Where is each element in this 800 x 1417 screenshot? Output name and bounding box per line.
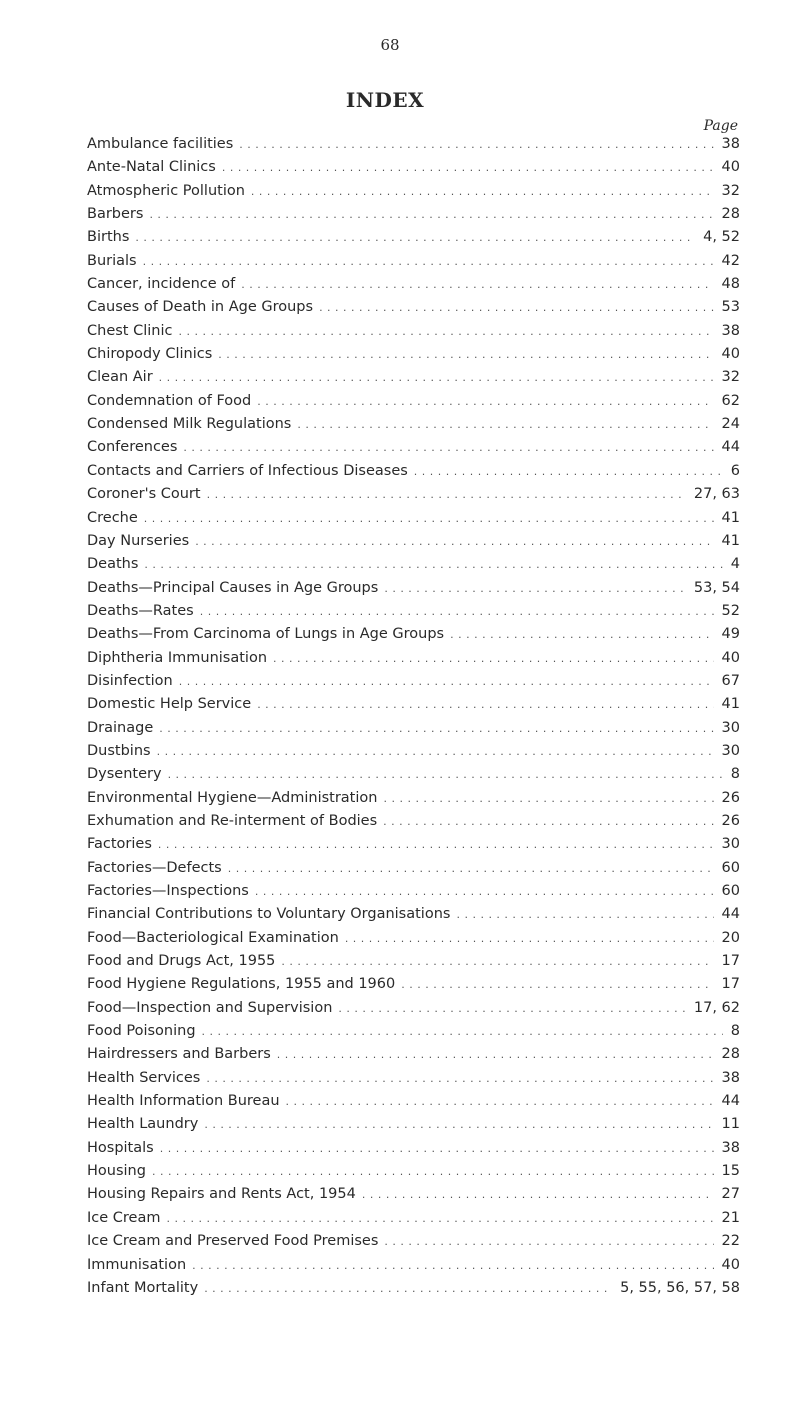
dot-leader (297, 418, 713, 431)
index-entry-pages: 24 (721, 416, 740, 433)
index-entry (87, 276, 740, 299)
index-entry-pages: 41 (721, 532, 740, 549)
index-entry (87, 346, 740, 369)
index-entry (87, 1000, 740, 1023)
index-entry (87, 766, 740, 789)
index-entry-pages: 28 (721, 1046, 740, 1063)
index-entry-pages: 27, 63 (693, 486, 740, 503)
index-entry-pages: 49 (721, 626, 740, 643)
index-entry (87, 883, 740, 906)
dot-leader (204, 1282, 612, 1295)
index-entry-pages: 41 (721, 696, 740, 713)
dot-leader (204, 1118, 713, 1131)
dot-leader (200, 605, 714, 618)
index-entry-pages: 17 (721, 976, 740, 993)
dot-leader (345, 932, 714, 945)
index-entry (87, 510, 740, 533)
dot-leader (241, 278, 713, 291)
index-entry (87, 836, 740, 859)
index-entry-topic: Day Nurseries (87, 532, 190, 549)
index-entry-pages: 8 (730, 1023, 740, 1040)
index-entry-topic: Infant Mortality (87, 1279, 199, 1296)
index-entry (87, 1093, 740, 1116)
index-entry-pages: 62 (721, 392, 740, 409)
index-entry (87, 696, 740, 719)
dot-leader (178, 325, 713, 338)
index-entry-topic: Condensed Milk Regulations (87, 416, 292, 433)
index-entry-pages: 20 (721, 929, 740, 946)
dot-leader (456, 908, 713, 921)
dot-leader (362, 1188, 714, 1201)
index-entry-topic: Barbers (87, 206, 144, 223)
index-entry-pages: 8 (730, 766, 740, 783)
index-entry (87, 650, 740, 673)
index-entry (87, 930, 740, 953)
index-entry-topic: Hairdressers and Barbers (87, 1046, 271, 1063)
index-entry-pages: 44 (721, 906, 740, 923)
index-entry-topic: Coroner's Court (87, 486, 201, 503)
index-entry (87, 1280, 740, 1303)
dot-leader (168, 768, 723, 781)
index-entry (87, 533, 740, 556)
index-entry (87, 183, 740, 206)
index-entry-topic: Condemnation of Food (87, 392, 252, 409)
dot-leader (255, 885, 714, 898)
index-entry-topic: Chest Clinic (87, 322, 173, 339)
index-entry (87, 369, 740, 392)
index-entry-pages: 53, 54 (693, 579, 740, 596)
index-entry-topic: Contacts and Carriers of Infectious Diseases (87, 462, 408, 479)
index-entry-pages: 38 (721, 322, 740, 339)
dot-leader (338, 1002, 685, 1015)
index-entry-topic: Ice Cream (87, 1209, 161, 1226)
index-entry (87, 229, 740, 252)
dot-leader (159, 371, 714, 384)
index-entry-pages: 30 (721, 742, 740, 759)
index-entry-topic: Factories—Defects (87, 859, 222, 876)
index-entry-pages: 38 (721, 136, 740, 152)
index-entry-topic: Creche (87, 509, 138, 526)
dot-leader (228, 862, 714, 875)
index-entry (87, 299, 740, 322)
index-entry-topic: Health Information Bureau (87, 1093, 280, 1110)
page-title: INDEX (345, 88, 425, 112)
index-entry-pages: 40 (721, 1256, 740, 1273)
index-list (87, 136, 740, 1303)
index-entry-pages: 48 (721, 276, 740, 293)
dot-leader (207, 488, 686, 501)
index-entry-pages: 26 (721, 812, 740, 829)
dot-leader (157, 745, 714, 758)
index-entry (87, 743, 740, 766)
index-entry-pages: 17 (721, 953, 740, 970)
dot-leader (149, 208, 713, 221)
dot-leader (159, 722, 713, 735)
index-entry-pages: 28 (721, 206, 740, 223)
index-entry-topic: Immunisation (87, 1256, 187, 1273)
index-entry (87, 393, 740, 416)
index-entry-pages: 67 (721, 672, 740, 689)
index-entry-pages: 32 (721, 369, 740, 386)
index-entry-topic: Domestic Help Service (87, 696, 252, 713)
dot-leader (143, 255, 714, 268)
index-entry-pages: 30 (721, 836, 740, 853)
index-entry (87, 976, 740, 999)
dot-leader (183, 441, 713, 454)
dot-leader (195, 535, 713, 548)
index-entry-topic: Environmental Hygiene—Administration (87, 789, 378, 806)
index-entry-pages: 4, 52 (703, 229, 740, 246)
index-entry-pages: 44 (721, 1093, 740, 1110)
dot-leader (414, 465, 723, 478)
index-entry (87, 626, 740, 649)
index-entry-topic: Housing (87, 1163, 146, 1180)
index-entry-pages: 21 (721, 1209, 740, 1226)
page-number: 68 (380, 36, 400, 54)
index-entry-topic: Deaths (87, 556, 139, 573)
dot-leader (383, 792, 713, 805)
index-entry (87, 416, 740, 439)
dot-leader (192, 1259, 713, 1272)
index-entry (87, 1116, 740, 1139)
index-entry-topic: Financial Contributions to Voluntary Organisations (87, 906, 451, 923)
index-entry (87, 253, 740, 276)
index-entry-pages: 27 (721, 1186, 740, 1203)
dot-leader (273, 652, 714, 665)
dot-leader (158, 838, 714, 851)
dot-leader (144, 512, 714, 525)
index-entry-pages: 22 (721, 1233, 740, 1250)
index-entry-topic: Dysentery (87, 766, 162, 783)
index-entry-pages: 5, 55, 56, 57, 58 (620, 1279, 740, 1296)
dot-leader (286, 1095, 714, 1108)
index-entry-pages: 17, 62 (693, 999, 740, 1016)
index-entry-topic: Drainage (87, 719, 154, 736)
index-entry-topic: Deaths—Principal Causes in Age Groups (87, 579, 379, 596)
index-entry (87, 486, 740, 509)
index-entry-pages: 15 (721, 1163, 740, 1180)
index-entry (87, 1210, 740, 1233)
dot-leader (401, 978, 713, 991)
index-entry (87, 136, 740, 159)
index-entry-topic: Deaths—Rates (87, 602, 194, 619)
index-entry (87, 556, 740, 579)
index-entry (87, 860, 740, 883)
index-entry (87, 1140, 740, 1163)
dot-leader (160, 1142, 714, 1155)
index-entry-topic: Conferences (87, 439, 178, 456)
index-entry-topic: Factories (87, 836, 152, 853)
index-entry-pages: 11 (721, 1116, 740, 1133)
index-entry-topic: Health Services (87, 1069, 201, 1086)
index-entry (87, 790, 740, 813)
index-entry-topic: Births (87, 229, 130, 246)
index-entry (87, 906, 740, 929)
index-entry-topic: Food—Inspection and Supervision (87, 999, 333, 1016)
index-entry-topic: Health Laundry (87, 1116, 199, 1133)
index-entry (87, 323, 740, 346)
index-entry (87, 463, 740, 486)
dot-leader (384, 1235, 713, 1248)
index-entry-topic: Exhumation and Re-interment of Bodies (87, 812, 378, 829)
index-entry-pages: 42 (721, 252, 740, 269)
index-entry (87, 1186, 740, 1209)
index-entry-topic: Burials (87, 252, 137, 269)
index-entry-pages: 44 (721, 439, 740, 456)
dot-leader (384, 582, 686, 595)
dot-leader (251, 185, 714, 198)
index-entry-pages: 41 (721, 509, 740, 526)
index-entry-pages: 52 (721, 602, 740, 619)
dot-leader (202, 1025, 723, 1038)
index-entry-pages: 60 (721, 859, 740, 876)
index-entry-pages: 53 (721, 299, 740, 316)
index-entry-topic: Diphtheria Immunisation (87, 649, 268, 666)
index-entry (87, 1233, 740, 1256)
dot-leader (152, 1165, 714, 1178)
index-entry-pages: 26 (721, 789, 740, 806)
index-entry-topic: Food Poisoning (87, 1023, 196, 1040)
index-entry (87, 1163, 740, 1186)
index-entry-topic: Cancer, incidence of (87, 276, 236, 293)
index-entry-topic: Housing Repairs and Rents Act, 1954 (87, 1186, 356, 1203)
index-entry (87, 1023, 740, 1046)
index-entry (87, 720, 740, 743)
dot-leader (277, 1048, 714, 1061)
index-entry-pages: 6 (730, 462, 740, 479)
index-entry (87, 1257, 740, 1280)
index-entry-pages: 38 (721, 1069, 740, 1086)
index-entry-topic: Dustbins (87, 742, 151, 759)
dot-leader (257, 698, 713, 711)
index-entry-pages: 40 (721, 649, 740, 666)
index-entry-topic: Chiropody Clinics (87, 346, 213, 363)
index-entry (87, 1070, 740, 1093)
index-entry-topic: Ante-Natal Clinics (87, 159, 216, 176)
dot-leader (222, 161, 714, 174)
index-entry-topic: Deaths—From Carcinoma of Lungs in Age Groups (87, 626, 445, 643)
index-entry-topic: Hospitals (87, 1139, 154, 1156)
index-entry-topic: Causes of Death in Age Groups (87, 299, 314, 316)
index-entry-topic: Ambulance facilities (87, 136, 234, 152)
index-entry-topic: Food—Bacteriological Examination (87, 929, 339, 946)
index-entry-pages: 30 (721, 719, 740, 736)
index-entry (87, 953, 740, 976)
page-column-label: Page (703, 118, 738, 134)
index-entry-topic: Food and Drugs Act, 1955 (87, 953, 276, 970)
index-entry (87, 813, 740, 836)
dot-leader (239, 138, 713, 151)
index-entry-pages: 38 (721, 1139, 740, 1156)
dot-leader (179, 675, 714, 688)
dot-leader (206, 1072, 713, 1085)
index-entry (87, 1046, 740, 1069)
index-entry (87, 159, 740, 182)
index-entry-pages: 40 (721, 346, 740, 363)
index-entry-pages: 60 (721, 883, 740, 899)
index-entry (87, 439, 740, 462)
dot-leader (257, 395, 713, 408)
index-entry-topic: Clean Air (87, 369, 153, 386)
dot-leader (135, 231, 695, 244)
dot-leader (144, 558, 722, 571)
index-entry-topic: Disinfection (87, 672, 173, 689)
index-entry-pages: 4 (730, 556, 740, 573)
dot-leader (450, 628, 713, 641)
index-entry (87, 206, 740, 229)
index-entry-topic: Food Hygiene Regulations, 1955 and 1960 (87, 976, 396, 993)
index-entry (87, 580, 740, 603)
dot-leader (166, 1212, 713, 1225)
index-entry (87, 603, 740, 626)
index-entry-pages: 32 (721, 182, 740, 199)
dot-leader (383, 815, 713, 828)
index-entry-topic: Atmospheric Pollution (87, 182, 245, 199)
dot-leader (319, 301, 713, 314)
index-entry-topic: Factories—Inspections (87, 883, 249, 899)
index-entry (87, 673, 740, 696)
dot-leader (281, 955, 713, 968)
index-entry-topic: Ice Cream and Preserved Food Premises (87, 1233, 379, 1250)
dot-leader (218, 348, 713, 361)
index-entry-pages: 40 (721, 159, 740, 176)
